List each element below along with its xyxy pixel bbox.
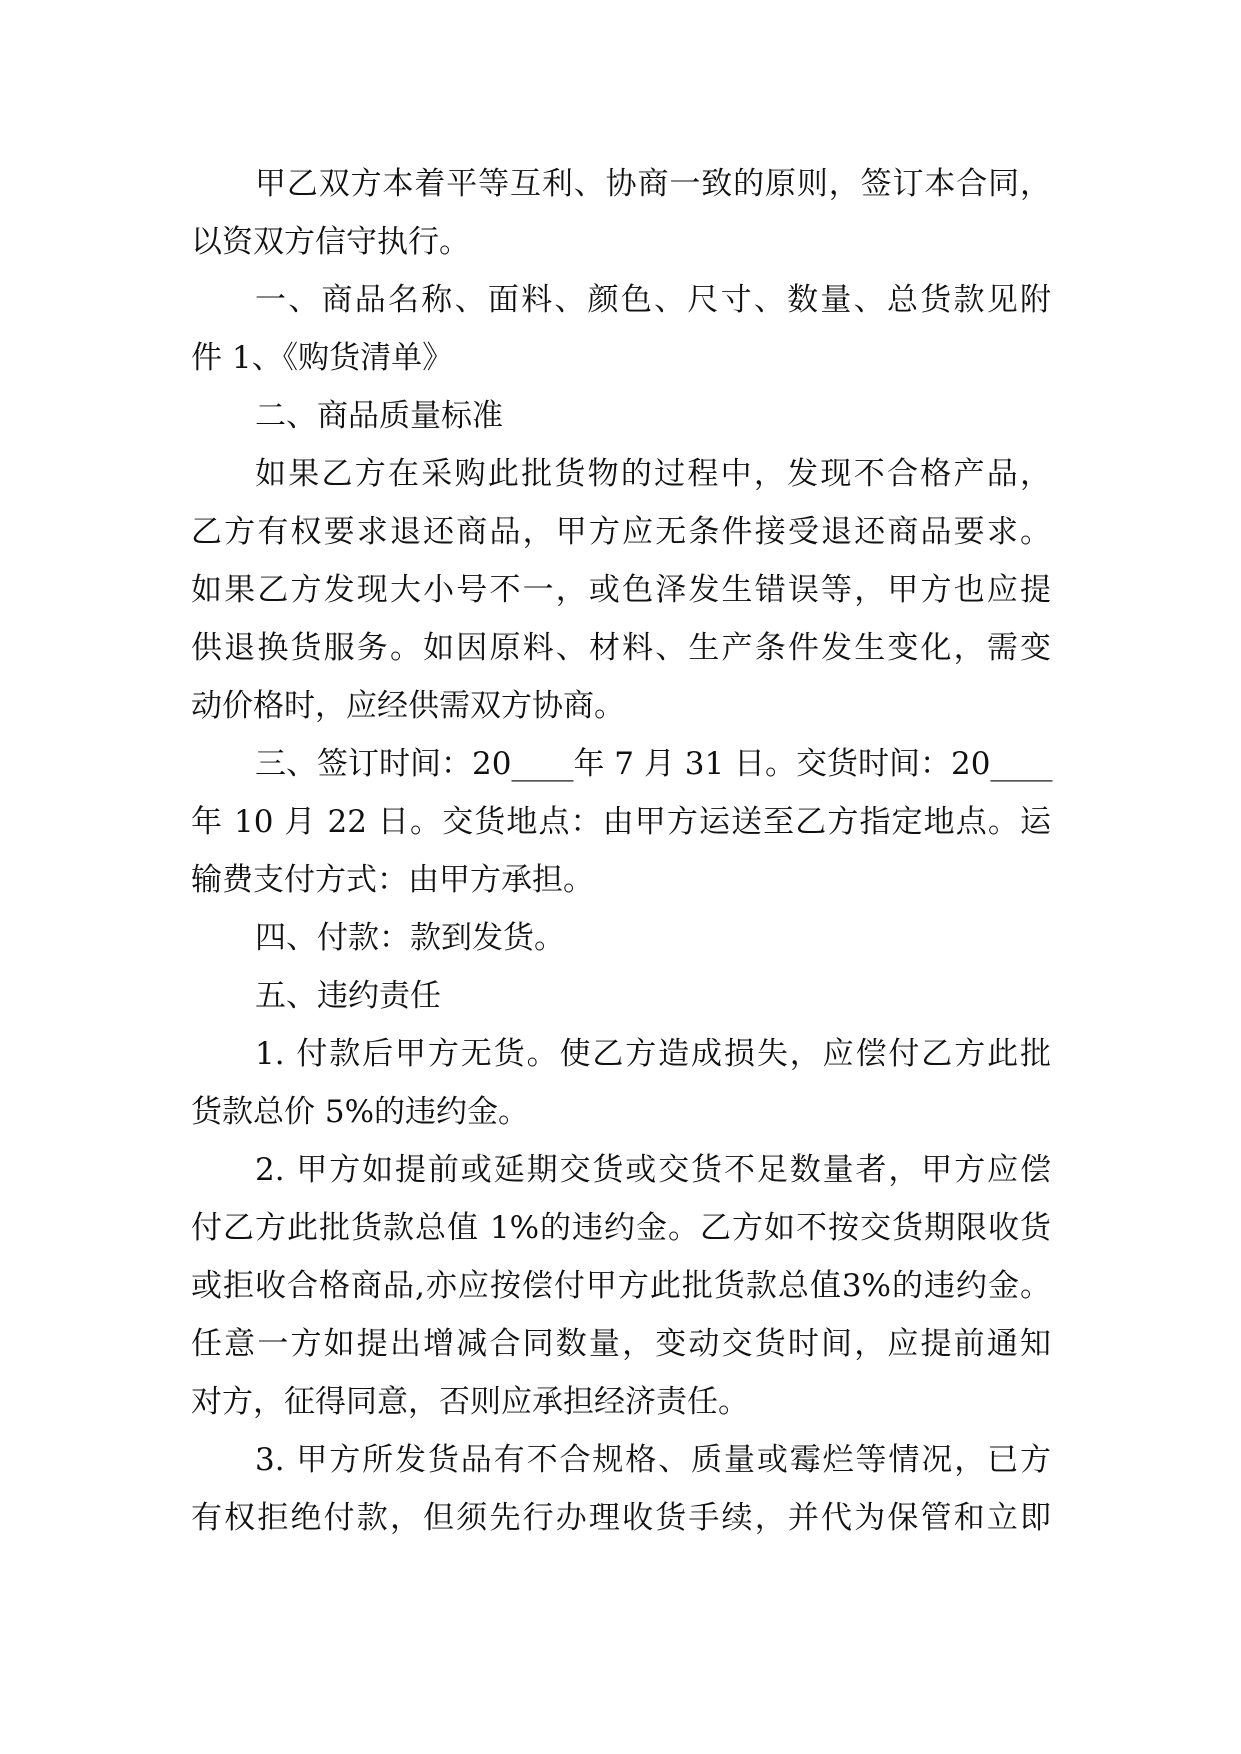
text-line: 有权拒绝付款，但须先行办理收货手续，并代为保管和立即: [191, 1500, 1051, 1536]
text-line: 如果乙方在采购此批货物的过程中，发现不合格产品，: [255, 456, 1051, 492]
text-line: 乙方有权要求退还商品，甲方应无条件接受退还商品要求。: [191, 514, 1051, 550]
text-line: 供退换货服务。如因原料、材料、生产条件发生变化，需变: [191, 630, 1051, 666]
text-line: 如果乙方发现大小号不一，或色泽发生错误等，甲方也应提: [191, 572, 1051, 608]
text-line: 货款总价 5%的违约金。: [191, 1094, 530, 1130]
text-line: 或拒收合格商品,亦应按偿付甲方此批货款总值3%的违约金。: [191, 1268, 1051, 1304]
text-line: 以资双方信守执行。: [191, 224, 470, 260]
text-line: 3. 甲方所发货品有不合规格、质量或霉烂等情况，已方: [255, 1442, 1051, 1478]
text-line: 1. 付款后甲方无货。使乙方造成损失，应偿付乙方此批: [255, 1036, 1051, 1072]
text-line: 输费支付方式：由甲方承担。: [191, 862, 594, 898]
text-line: 五、违约责任: [255, 978, 441, 1014]
contract-body: [191, 155, 1051, 1547]
text-line: 动价格时，应经供需双方协商。: [191, 688, 625, 724]
text-line: 2. 甲方如提前或延期交货或交货不足数量者，甲方应偿: [255, 1152, 1051, 1188]
text-line: 付乙方此批货款总值 1%的违约金。乙方如不按交货期限收货: [191, 1210, 1051, 1246]
text-line: 二、商品质量标准: [255, 398, 503, 434]
text-line: 任意一方如提出增减合同数量，变动交货时间，应提前通知: [191, 1326, 1051, 1362]
text-line: 甲乙双方本着平等互利、协商一致的原则，签订本合同，: [255, 166, 1051, 202]
text-line: 对方，征得同意，否则应承担经济责任。: [191, 1384, 749, 1420]
text-line: 四、付款：款到发货。: [255, 920, 565, 956]
text-line: 件 1、《购货清单》: [191, 340, 454, 376]
text-line: 一、商品名称、面料、颜色、尺寸、数量、总货款见附: [255, 282, 1051, 318]
text-line: 年 10 月 22 日。交货地点：由甲方运送至乙方指定地点。运: [191, 804, 1051, 840]
text-line: 三、签订时间：20____年 7 月 31 日。交货时间：20____: [255, 746, 1053, 782]
